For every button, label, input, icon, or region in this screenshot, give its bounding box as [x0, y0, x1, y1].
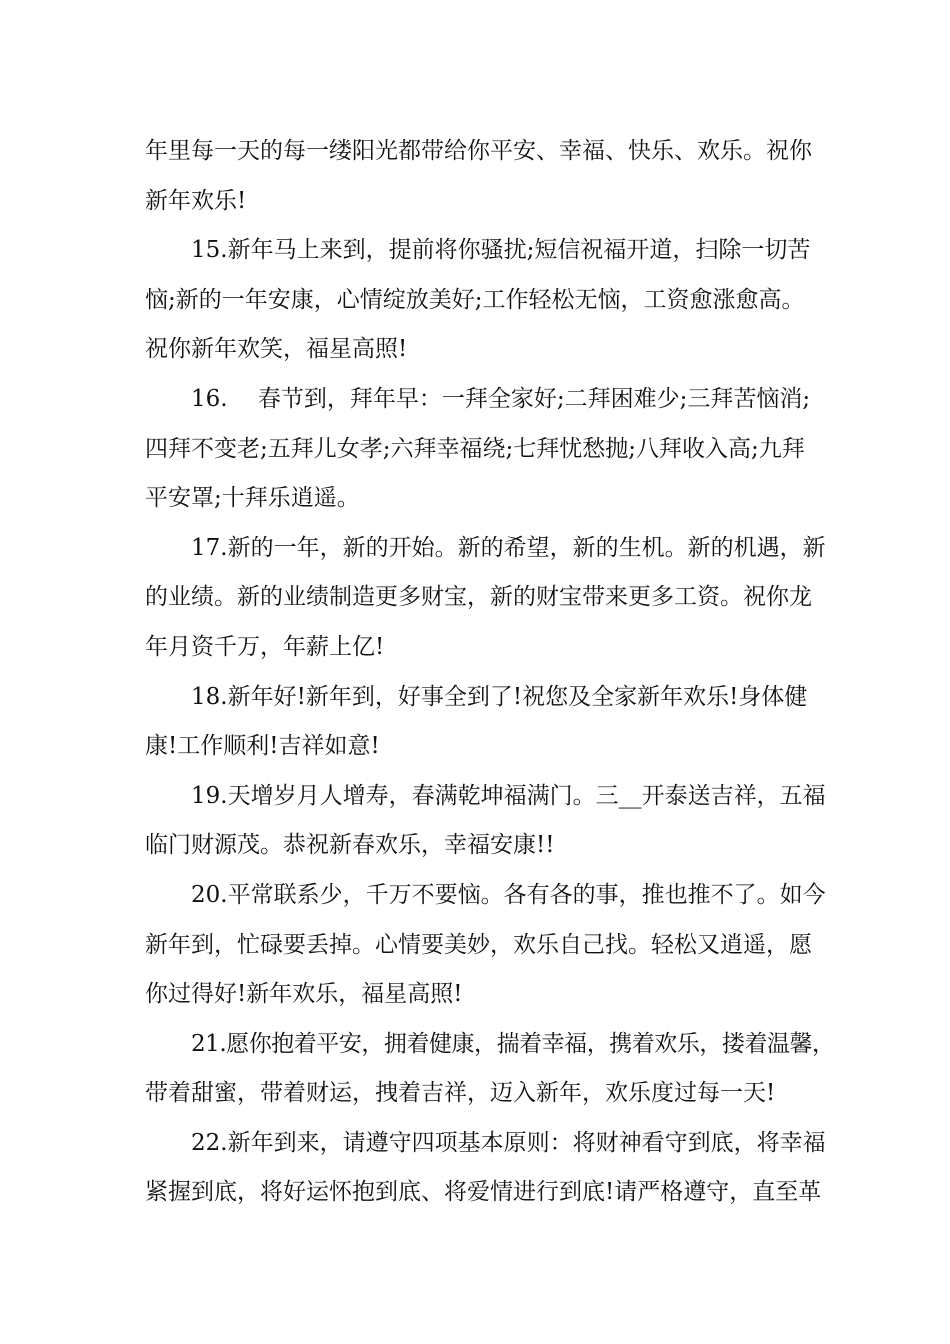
text-line: 20.平常联系少，千万不要恼。各有各的事，推也推不了。如今: [191, 881, 826, 908]
text-line: 平安罩;十拜乐逍遥。: [145, 485, 360, 512]
text-line: 新年欢乐!: [145, 187, 247, 214]
text-line: 你过得好!新年欢乐，福星高照!: [145, 981, 463, 1008]
text-line: 年里每一天的每一缕阳光都带给你平安、幸福、快乐、欢乐。祝你: [145, 138, 812, 164]
text-line: 恼;新的一年安康，心情绽放美好;工作轻松无恼，工资愈涨愈高。: [145, 286, 805, 313]
text-line: 带着甜蜜，带着财运，拽着吉祥，迈入新年，欢乐度过每一天!: [145, 1080, 776, 1107]
text-line: 祝你新年欢笑，福星高照!: [145, 336, 408, 363]
text-line: 16. 春节到，拜年早：一拜全家好;二拜困难少;三拜苦恼消;: [191, 385, 811, 412]
text-line: 康!工作顺利!吉祥如意!: [145, 733, 380, 760]
text-line: 的业绩。新的业绩制造更多财宝，新的财宝带来更多工资。祝你龙: [145, 584, 812, 611]
text-line: 15.新年马上来到，提前将你骚扰;短信祝福开道，扫除一切苦: [191, 237, 811, 264]
text-line: 四拜不变老;五拜儿女孝;六拜幸福绕;七拜忧愁抛;八拜收入高;九拜: [145, 435, 805, 462]
text-line: 17.新的一年，新的开始。新的希望，新的生机。新的机遇，新: [191, 534, 826, 561]
text-line: 紧握到底，将好运怀抱到底、将爱情进行到底!请严格遵守，直至革: [145, 1179, 822, 1206]
text-line: 18.新年好!新年到，好事全到了!祝您及全家新年欢乐!身体健: [191, 683, 808, 710]
text-line: 22.新年到来，请遵守四项基本原则：将财神看守到底，将幸福: [191, 1129, 826, 1156]
text-line: 年月资千万，年薪上亿!: [145, 633, 385, 660]
text-line: 新年到，忙碌要丢掉。心情要美妙，欢乐自己找。轻松又逍遥，愿: [145, 931, 812, 958]
text-line: 21.愿你抱着平安，拥着健康，揣着幸福，携着欢乐，搂着温馨，: [191, 1030, 835, 1057]
text-line: 19.天增岁月人增寿，春满乾坤福满门。三__开泰送吉祥，五福: [191, 782, 826, 809]
document-body: [145, 127, 835, 1218]
text-line: 临门财源茂。恭祝新春欢乐，幸福安康!!: [145, 832, 555, 859]
